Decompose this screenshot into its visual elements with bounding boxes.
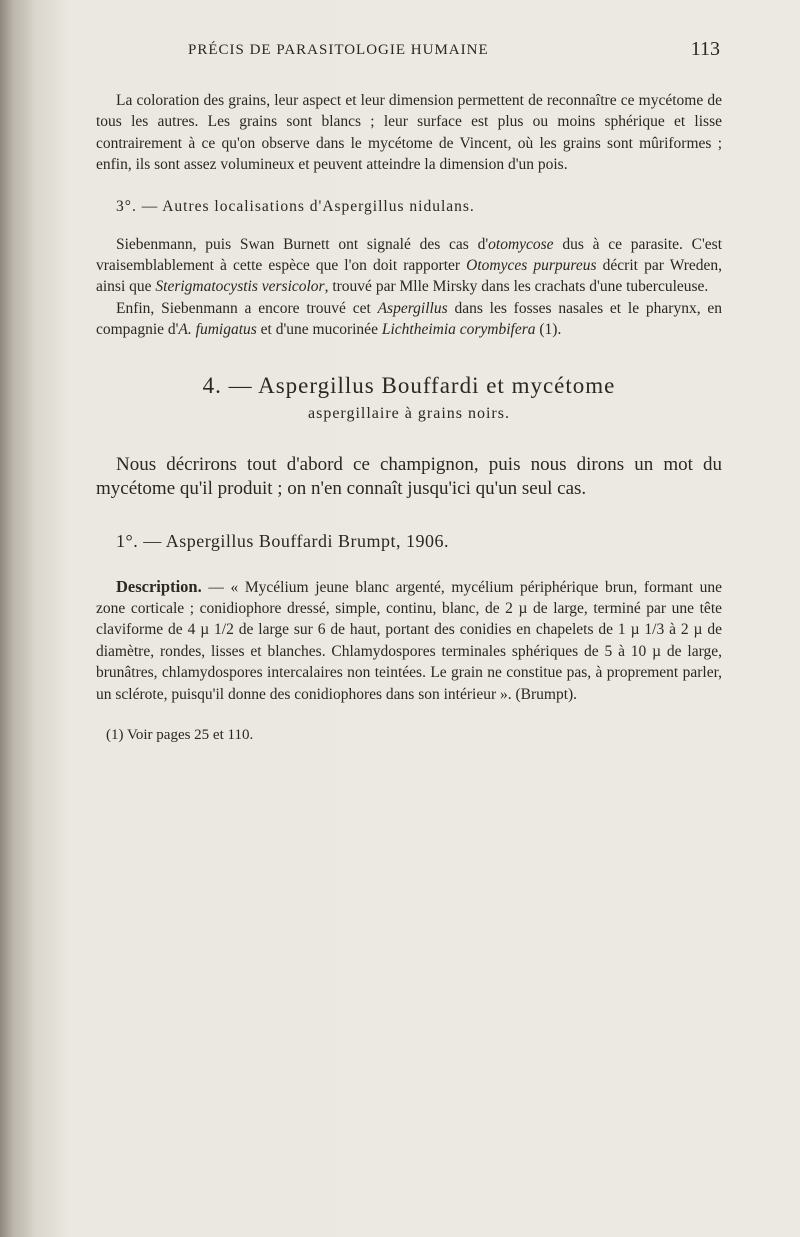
text-run: dus à ce parasite. C'est vraisemblablement à cette espèce que l'on doit rapporter: [96, 235, 722, 275]
italic-term: Lichtheimia corymbifera: [381, 321, 536, 339]
text-run: , trouvé par Mlle Mirsky dans les crachats d'une tuberculeuse.: [324, 278, 709, 296]
heading-line-2: aspergillaire à grains noirs.: [308, 404, 510, 422]
text-run: décrit par Wreden, ainsi que: [96, 257, 723, 296]
subsection-heading-1: 1°. — Aspergillus Bouffardi Brumpt, 1906.: [116, 530, 450, 551]
text-run: (1).: [535, 321, 562, 339]
binding-shadow: [0, 0, 34, 1237]
heading-line-1: 4. — Aspergillus Bouffardi et mycétome: [202, 372, 616, 398]
italic-term: Otomyces purpureus: [466, 257, 597, 275]
running-title: PRÉCIS DE PARASITOLOGIE HUMAINE: [188, 42, 489, 58]
italic-term: Aspergillus: [377, 299, 448, 317]
text-run: Siebenmann, puis Swan Burnett ont signalé des cas d': [116, 235, 489, 253]
page-number: 113: [690, 38, 720, 60]
section-heading-4: [96, 373, 722, 423]
page-header: [180, 34, 720, 64]
description-text: — « Mycélium jeune blanc argenté, mycélium périphérique brun, formant une zone corticale ; conidiophore dressé, simple, continu, blanc, de 2 µ de large, terminé par une tête claviforme de 4 µ 1/2 de large sur 6 de haut, portant des conidies en chapelets de 1 µ 1/3 à 2 µ de diamètre, rondes, lisses et blanches. Chlamydospores terminales sphériques de 5 à 10 µ de large, brunâtres, chlamydospores intercalaires non teintées. Le grain ne constitue pas, à proprement parler, un sclérote, puisqu'il donne des conidiophores dans son intérieur ». (Brumpt).: [96, 578, 722, 703]
description-label: Description.: [116, 576, 202, 596]
italic-term: A. fumigatus: [178, 321, 257, 339]
italic-term: Sterigmatocystis versicolor: [155, 278, 325, 296]
footnote: (1) Voir pages 25 et 110.: [106, 727, 254, 744]
paragraph-description: [96, 576, 722, 705]
section-heading-3: 3°. — Autres localisations d'Aspergillus nidulans.: [116, 197, 475, 215]
paragraph-intro: Nous décrirons tout d'abord ce champignon, puis nous dirons un mot du mycétome qu'il produit ; on n'en connaît jusqu'ici qu'un seul cas.: [96, 453, 722, 499]
text-run: et d'une mucorinée: [256, 321, 382, 339]
italic-term: otomycose: [488, 235, 554, 253]
paragraph-grains: La coloration des grains, leur aspect et leur dimension permettent de reconnaître ce mycétome de tous les autres. Les grains sont blancs ; leur surface est plus ou moins sphérique et lisse contrairement à ce qu'on observe dans le mycétome de Vincent, où les grains sont mûriformes ; enfin, ils sont assez volumineux et peuvent atteindre la dimension d'un pois.: [96, 92, 722, 174]
paragraph-otomycose: [96, 234, 722, 298]
page-body: [96, 90, 722, 744]
text-run: dans les fosses nasales et le pharynx, en compagnie d': [96, 299, 722, 339]
text-run: Enfin, Siebenmann a encore trouvé cet: [116, 299, 378, 317]
paragraph-fosses-nasales: [96, 298, 722, 341]
